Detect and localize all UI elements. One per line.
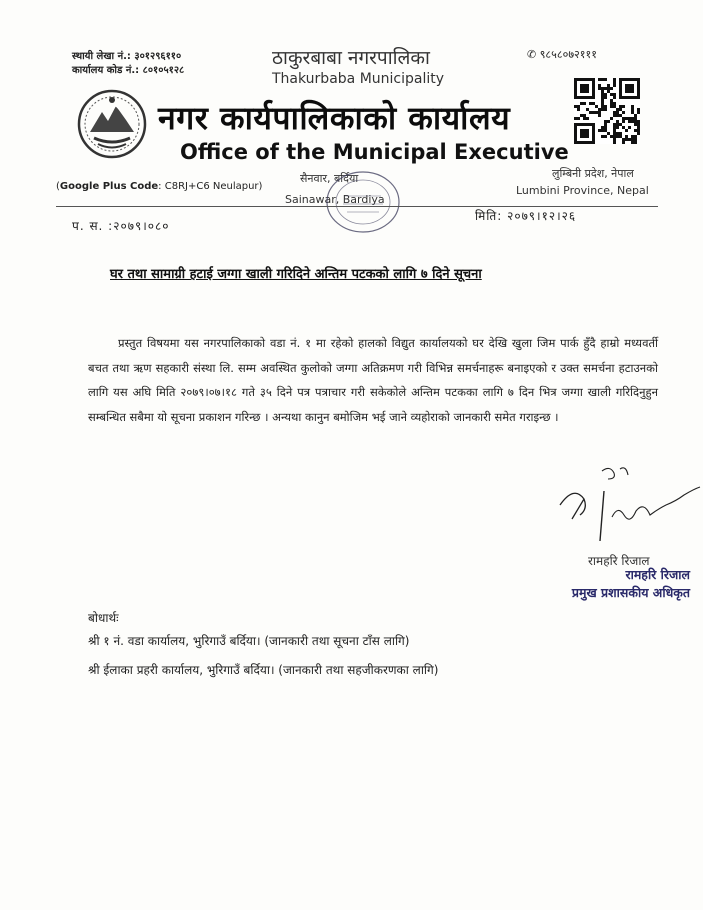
qr-code — [574, 78, 640, 144]
handwritten-signature — [554, 465, 703, 545]
signature-stamp — [540, 566, 690, 602]
office-code: कार्यालय कोड नं.: ८०१०५१२८ — [72, 65, 185, 76]
subject-line: घर तथा सामाग्री हटाई जग्गा खाली गरिदिने अन्तिम पटकको लागि ७ दिने सूचना — [110, 267, 482, 282]
phone-number: ✆ ९८५८०७२१११ — [527, 48, 597, 61]
letter-date: मिति: २०७९।१२।२६ — [475, 209, 577, 223]
office-title-np: नगर कार्यपालिकाको कार्यालय — [158, 99, 511, 137]
province-en: Lumbini Province, Nepal — [516, 184, 649, 197]
google-plus-code — [56, 181, 262, 192]
office-stamp — [325, 170, 401, 234]
nepal-emblem-logo — [76, 88, 148, 160]
stamp-signatory-name: रामहरि रिजाल — [625, 567, 690, 582]
google-plus-code-open: ( — [56, 181, 60, 192]
municipality-name-en: Thakurbaba Municipality — [272, 71, 445, 87]
body-paragraph: प्रस्तुत विषयमा यस नगरपालिकाको वडा नं. १ मा रहेको हालको विद्युत कार्यालयको घर देखि खुला जिम पार्क हुँदै हाम्रो मध्यवर्ती बचत तथा ऋण सहकारी संस्था लि. सम्म अवस्थित कुलोको जग्गा अतिक्रमण गरी विभिन्न समर्चनाहरू बनाइएको र उक्त समर्चना हटाउनको लागि यस अघि मिति २०७९।०७।१८ गते ३५ दिने पत्र पत्राचार गरी सकेकोले अन्तिम पटकका लागि ७ दिन भित्र जग्गा खाली गरिदिनुहुन सम्बन्धित सबैमा यो सूचना प्रकाशन गरिन्छ । अन्यथा कानुन बमोजिम भई जाने व्यहोराको जानकारी समेत गराइन्छ । — [88, 336, 658, 424]
cc-item: श्री ईलाका प्रहरी कार्यालय, भुरिगाउँ बर्दिया। (जानकारी तथा सहजीकरणका लागि) — [88, 663, 439, 677]
registration-number: स्थायी लेखा नं.: ३०१२९६११० — [72, 51, 182, 62]
address-en: Sainawar, Bardiya — [285, 193, 385, 206]
province-np: लुम्बिनी प्रदेश, नेपाल — [552, 167, 634, 180]
cc-item: श्री १ नं. वडा कार्यालय, भुरिगाउँ बर्दिया। (जानकारी तथा सूचना टाँस लागि) — [88, 634, 410, 648]
google-plus-code-label: Google Plus Code — [59, 181, 159, 192]
municipality-name-np: ठाकुरबाबा नगरपालिका — [272, 47, 430, 69]
reference-number: प. स. :२०७९।०८० — [72, 219, 170, 233]
address-np: सैनवार, बर्दिया — [300, 172, 359, 185]
signatory-name-typed: रामहरि रिजाल — [588, 554, 650, 568]
office-title-en: Office of the Municipal Executive — [180, 140, 569, 164]
notice-body — [88, 331, 658, 429]
stamp-signatory-title: प्रमुख प्रशासकीय अधिकृत — [571, 585, 690, 600]
google-plus-code-value: : C8RJ+C6 Neulapur) — [158, 181, 263, 192]
cc-label: बोधार्थः — [88, 611, 119, 625]
